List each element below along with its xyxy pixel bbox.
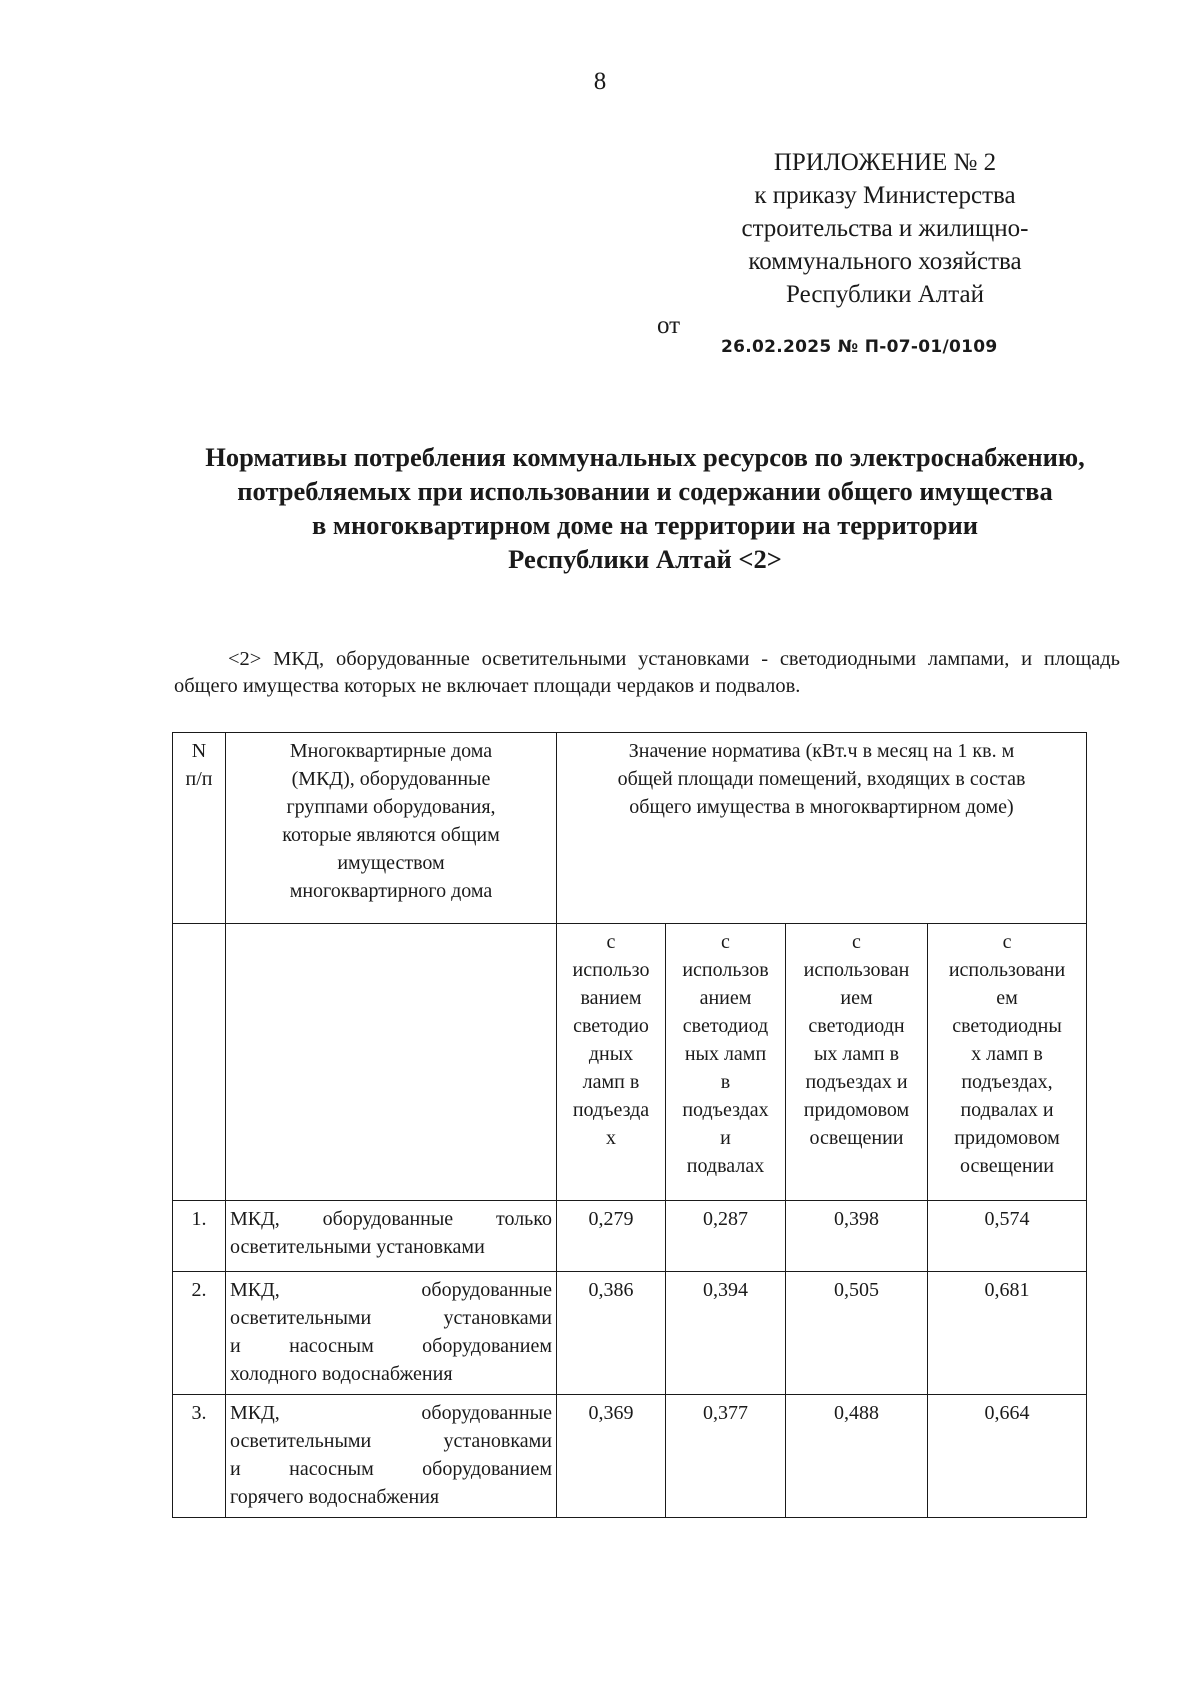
cell-text-line: светодио (573, 1015, 649, 1037)
cell-text-line: х ламп в (971, 1043, 1043, 1065)
cell-text-line: использов (682, 959, 769, 981)
appendix-block (700, 146, 1070, 311)
title-line: в многоквартирном доме на территории на территории (312, 510, 978, 540)
cell-text-line: ием (840, 987, 873, 1009)
subheader-empty-cell (226, 924, 557, 1201)
cell-text-line: ем (996, 987, 1018, 1009)
cell-text-line: ных ламп (684, 1043, 767, 1065)
row-value: 0,369 (557, 1395, 666, 1518)
cell-text-line: подъезда (572, 1099, 650, 1121)
cell-text-line: с (721, 931, 730, 953)
cell-text-line: подвалах и (960, 1099, 1054, 1121)
row-value: 0,279 (557, 1201, 666, 1272)
row-number: 3. (173, 1395, 226, 1518)
cell-text-line: осветительными установками (230, 1430, 552, 1452)
cell-text-line: освещении (960, 1155, 1054, 1177)
subheader-cell (928, 924, 1087, 1201)
row-value: 0,681 (928, 1272, 1087, 1395)
cell-text-line: в (720, 1071, 731, 1093)
row-value: 0,398 (786, 1201, 928, 1272)
row-description (226, 1201, 557, 1272)
cell-text-line: использовани (948, 959, 1066, 981)
cell-text-line: и (720, 1127, 731, 1149)
cell-text-line: дных (588, 1043, 634, 1065)
title-line: потребляемых при использовании и содержании общего имущества (237, 476, 1053, 506)
cell-text-line: ванием (580, 987, 642, 1009)
row-value: 0,386 (557, 1272, 666, 1395)
cell-text-line: общей площади помещений, входящих в состав (617, 768, 1026, 790)
appendix-line: строительства и жилищно- (741, 215, 1029, 242)
cell-text-line: холодного водоснабжения (230, 1363, 453, 1385)
subheader-cell (666, 924, 786, 1201)
cell-text-line: многоквартирного дома (289, 880, 493, 902)
cell-text-line: с (1002, 931, 1012, 953)
subheader-cell (786, 924, 928, 1201)
row-value: 0,488 (786, 1395, 928, 1518)
cell-text-line: и насосным оборудованием (230, 1458, 552, 1480)
cell-text-line: подъездах и (805, 1071, 908, 1093)
order-from-label: от (657, 312, 681, 339)
cell-text-line: использован (803, 959, 910, 981)
cell-text-line: осветительными установками (230, 1307, 552, 1329)
row-value: 0,377 (666, 1395, 786, 1518)
cell-text-line: группами оборудования, (286, 796, 496, 818)
table-row (173, 1272, 1087, 1395)
cell-text-line: светодиодн (808, 1015, 905, 1037)
cell-text-line: и насосным оборудованием (230, 1335, 552, 1357)
cell-text-line: светодиод (682, 1015, 769, 1037)
cell-text-line: п/п (185, 768, 213, 790)
cell-text-line: горячего водоснабжения (230, 1486, 440, 1508)
cell-text-line: осветительными установками (230, 1236, 485, 1258)
cell-text-line: подвалах (686, 1155, 765, 1177)
cell-text-line: подъездах, (961, 1071, 1053, 1093)
cell-text-line: ых ламп в (813, 1043, 900, 1065)
appendix-line: к приказу Министерства (754, 182, 1016, 209)
subheader-empty-cell (173, 924, 226, 1201)
appendix-line: коммунального хозяйства (748, 248, 1022, 275)
cell-text-line: имуществом (337, 852, 445, 874)
cell-text-line: с (606, 931, 616, 953)
title-line: Республики Алтай <2> (508, 544, 782, 574)
cell-text-line: с (852, 931, 861, 953)
table-header-row (173, 733, 1087, 924)
document-title (150, 440, 1140, 576)
cell-text-line: МКД, оборудованные только (230, 1208, 552, 1230)
order-reference-stamp: 26.02.2025 № П-07-01/0109 (721, 337, 998, 357)
row-description (226, 1395, 557, 1518)
cell-text-line: светодиодны (952, 1015, 1062, 1037)
table-row (173, 1395, 1087, 1518)
row-value: 0,574 (928, 1201, 1087, 1272)
title-line: Нормативы потребления коммунальных ресурсов по электроснабжению, (205, 442, 1085, 472)
appendix-heading: ПРИЛОЖЕНИЕ № 2 (773, 149, 997, 176)
header-value-cell (557, 733, 1087, 924)
row-value: 0,287 (666, 1201, 786, 1272)
header-desc-cell (226, 733, 557, 924)
page-number: 8 (593, 68, 607, 95)
appendix-line: Республики Алтай (786, 281, 984, 308)
cell-text-line: Значение норматива (кВт.ч в месяц на 1 кв. м (628, 740, 1015, 762)
cell-text-line: ламп в (582, 1071, 640, 1093)
cell-text-line: которые являются общим (282, 824, 500, 846)
cell-text-line: использо (572, 959, 650, 981)
cell-text-line: придомовом (803, 1099, 910, 1121)
row-description (226, 1272, 557, 1395)
row-value: 0,394 (666, 1272, 786, 1395)
cell-text-line: МКД, оборудованные (230, 1402, 552, 1424)
table-subheader-row (173, 924, 1087, 1201)
cell-text-line: общего имущества в многоквартирном доме) (629, 796, 1014, 818)
row-value: 0,505 (786, 1272, 928, 1395)
cell-text-line: МКД, оборудованные (230, 1279, 552, 1301)
cell-text-line: анием (699, 987, 752, 1009)
header-num-cell (173, 733, 226, 924)
cell-text-line: N (191, 740, 207, 762)
subheader-cell (557, 924, 666, 1201)
cell-text-line: х (606, 1127, 616, 1149)
cell-text-line: Многоквартирные дома (289, 740, 493, 762)
cell-text-line: освещении (809, 1127, 904, 1149)
table-row (173, 1201, 1087, 1272)
norms-table (172, 732, 1087, 1518)
cell-text-line: подъездах (682, 1099, 769, 1121)
row-number: 1. (173, 1201, 226, 1272)
footnote: <2> МКД, оборудованные осветительными установками - светодиодными лампами, и площадь общего имущества которых не включает площади чердаков и подвалов. (174, 648, 1120, 697)
row-value: 0,664 (928, 1395, 1087, 1518)
cell-text-line: придомовом (954, 1127, 1060, 1149)
row-number: 2. (173, 1272, 226, 1395)
cell-text-line: (МКД), оборудованные (291, 768, 491, 790)
